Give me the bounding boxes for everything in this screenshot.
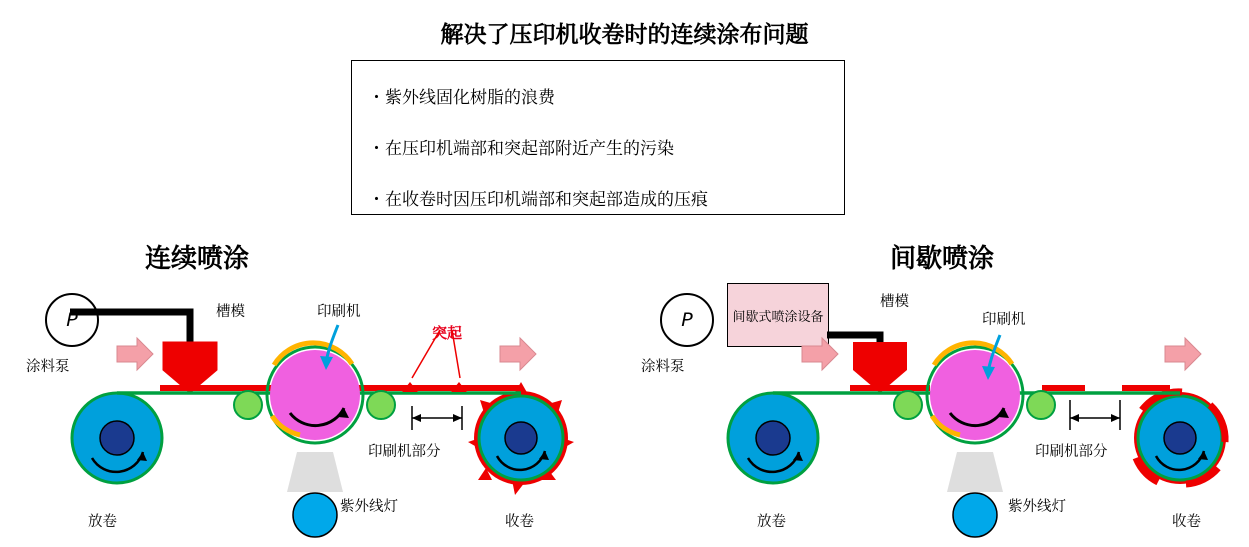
issue-item: ・紫外线固化树脂的浪费: [368, 88, 555, 108]
uv-lamp-right: [953, 493, 997, 537]
unwind-roller-left: [72, 393, 162, 483]
feed-arrow-left: [117, 338, 153, 370]
issues-box: [351, 60, 845, 215]
page-title: 解决了压印机收卷时的连续涂布问题: [440, 22, 809, 48]
label-coating-pump: 涂料泵: [641, 359, 685, 375]
uv-lamp-beam-left: [287, 452, 343, 492]
label-uv-lamp: 紫外线灯: [1008, 499, 1066, 515]
nip-roller-out-left: [367, 391, 395, 419]
label-slot-die: 槽模: [880, 294, 909, 310]
label-rewind: 收卷: [505, 514, 534, 530]
pump-symbol-text: P: [681, 309, 693, 331]
rewind-roller-left: [468, 382, 574, 495]
nip-roller-in-left: [234, 391, 262, 419]
printer-label-leader-left: [300, 300, 420, 390]
uv-lamp-beam-right: [947, 452, 1003, 492]
panel-heading-continuous: 连续喷涂: [145, 244, 250, 274]
label-coating-pump: 涂料泵: [26, 359, 70, 375]
issue-item: ・在收卷时因压印机端部和突起部造成的压痕: [368, 190, 708, 210]
exit-arrow-left: [500, 338, 536, 370]
exit-arrow-right: [1165, 338, 1201, 370]
device-label: 间歇式喷涂设备: [732, 309, 824, 325]
label-uv-lamp: 紫外线灯: [340, 499, 398, 515]
issue-item: ・在压印机端部和突起部附近产生的污染: [368, 139, 674, 159]
label-protrusion: 突起: [432, 324, 463, 342]
printer-part-dimension-right: [1070, 400, 1120, 430]
pump-symbol-text: P: [66, 309, 78, 331]
rewind-roller-right: [1134, 392, 1226, 484]
uv-lamp-left: [293, 493, 337, 537]
panel-heading-intermittent: 间歇喷涂: [890, 244, 995, 274]
label-printer: 印刷机: [317, 304, 361, 320]
feed-arrow-right: [802, 338, 838, 370]
intermittent-spray-diagram: [630, 230, 1249, 547]
label-slot-die: 槽模: [216, 304, 245, 320]
printer-part-dimension-left: [412, 406, 462, 430]
nip-roller-in-right: [894, 391, 922, 419]
label-rewind: 收卷: [1172, 514, 1201, 530]
label-printer: 印刷机: [982, 312, 1026, 328]
printer-label-leader-right: [960, 310, 1080, 400]
label-unwind: 放卷: [88, 514, 117, 530]
label-unwind: 放卷: [757, 514, 786, 530]
unwind-roller-right: [728, 393, 818, 483]
label-printer-part: 印刷机部分: [368, 444, 441, 460]
label-printer-part: 印刷机部分: [1035, 444, 1108, 460]
